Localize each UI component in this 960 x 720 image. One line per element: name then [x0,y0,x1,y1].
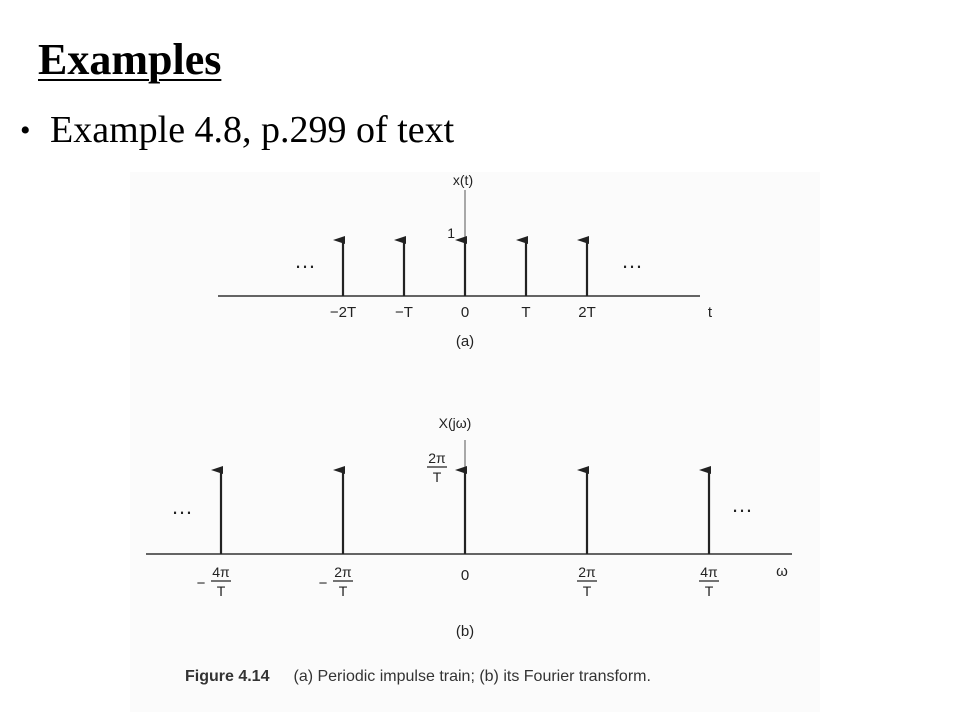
panel-b-height-label-denominator: T [432,469,442,485]
figure-caption-text: (a) Periodic impulse train; (b) its Fourier transform. [293,668,651,685]
slide-title: Examples [38,35,222,84]
panel-b-xlabel: ω [776,563,788,580]
panel-b-tick-label-0-numerator: 4π [212,564,230,580]
panel-a-height-label: 1 [447,225,455,241]
panel-a-tick-label-3: T [521,304,531,321]
panel-b-tick-label-4-numerator: 4π [700,564,718,580]
panel-b-tick-sign-1: − [318,575,328,592]
panel-a-label: (a) [455,333,475,350]
panel-b-height-label-numerator: 2π [428,450,446,466]
bullet-text: Example 4.8, p.299 of text [50,109,455,151]
panel-a-tick-label-2: 0 [460,304,470,321]
panel-b-tick-label-3-numerator: 2π [578,564,596,580]
panel-b-tick-label-0-denominator: T [216,583,226,599]
figure-caption-label: Figure 4.14 [185,668,270,685]
figure-caption [185,668,651,686]
panel-a-tick-label-0: −2T [329,304,357,321]
panel-b-label: (b) [455,623,475,640]
panel-b-tick-label-2: 0 [460,567,470,584]
panel-a-tick-label-4: 2T [578,304,596,321]
panel-b-continuation-left: … [171,494,193,519]
panel-b-tick-label-1-numerator: 2π [334,564,352,580]
panel-a-tick-label-1: −T [395,304,413,321]
panel-b-ylabel: X(jω) [438,415,472,431]
panel-a-continuation-right: … [621,248,643,273]
panel-a-xlabel: t [707,304,713,321]
panel-b-tick-label-3-denominator: T [582,583,592,599]
panel-b-tick-sign-0: − [196,575,206,592]
panel-a-ylabel: x(t) [452,172,474,188]
panel-b-tick-label-1-denominator: T [338,583,348,599]
bullet-symbol: • [20,114,31,147]
panel-b-tick-label-4-denominator: T [704,583,714,599]
panel-b-continuation-right: … [731,492,753,517]
panel-a-continuation-left: … [294,248,316,273]
